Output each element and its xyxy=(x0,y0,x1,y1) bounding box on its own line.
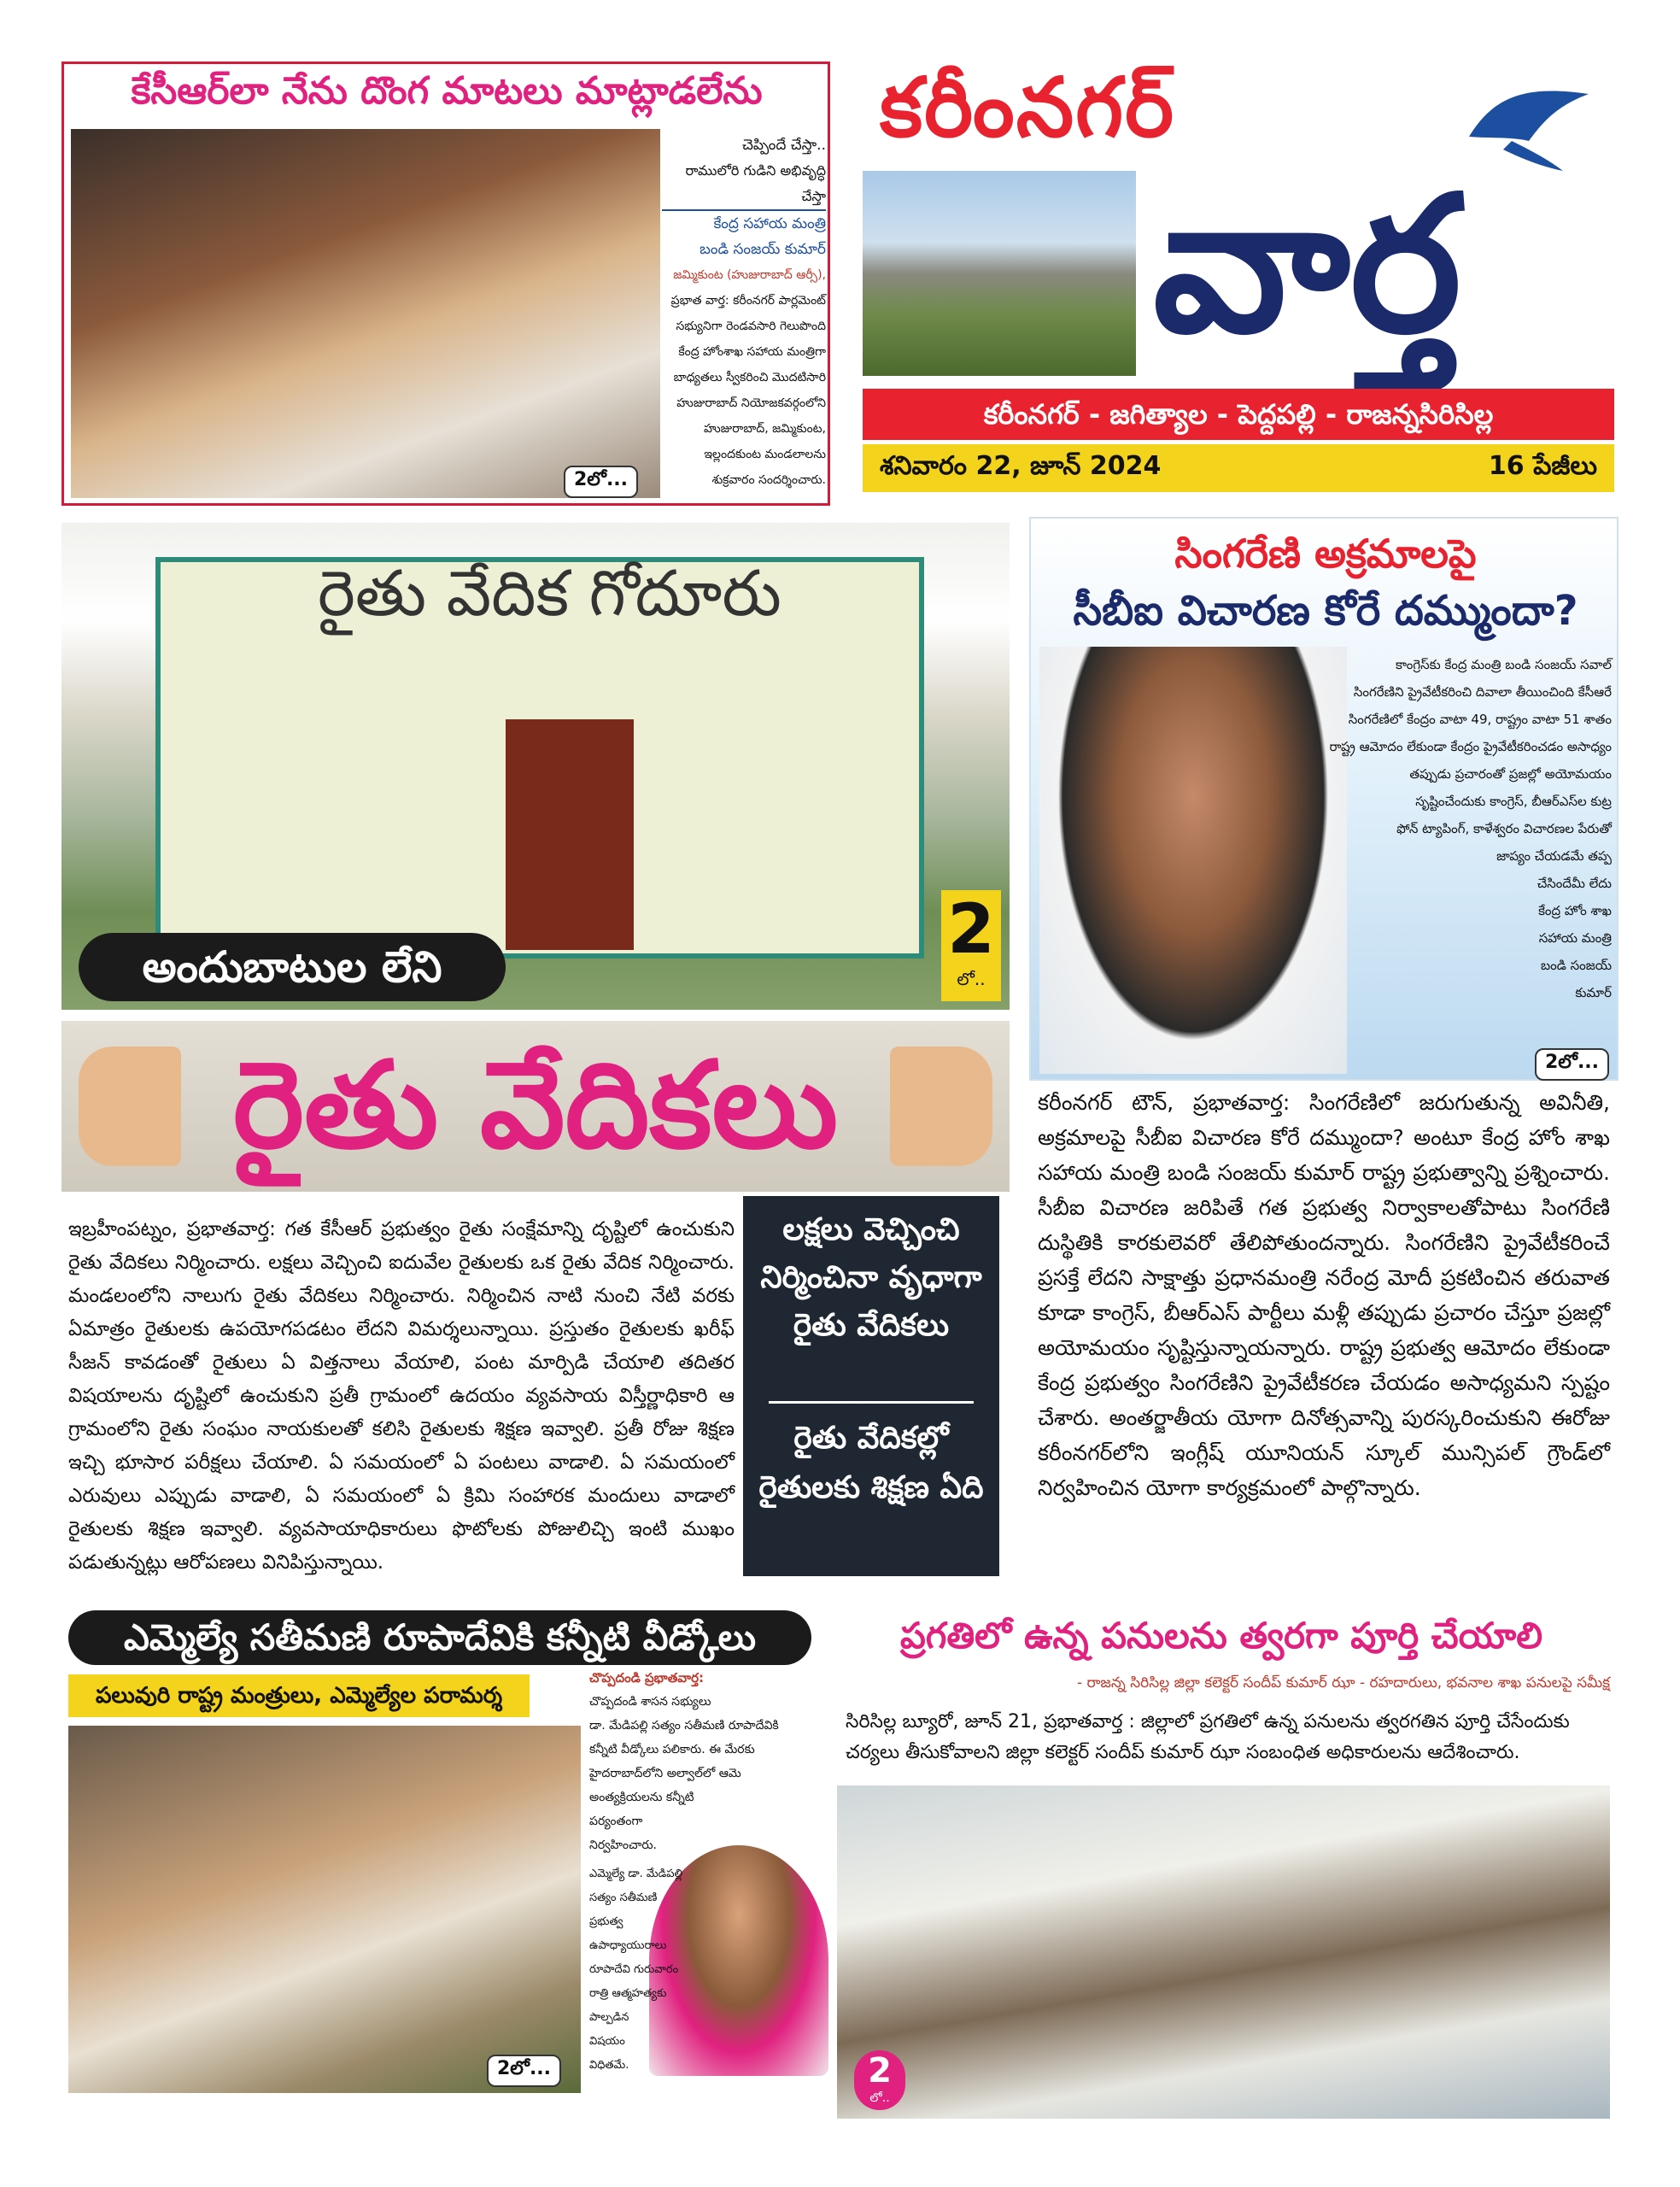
top-story-line: జమ్మికుంట (హుజురాబాద్ ఆర్సీ), xyxy=(673,268,826,282)
singareni-head-1: సింగరేణి అక్రమాలపై xyxy=(1174,531,1477,577)
top-story-line: బాధ్యతలు స్వీకరించి మొదటిసారి xyxy=(673,371,826,384)
date-text: శనివారం 22, జూన్ 2024 xyxy=(880,451,1162,481)
top-story-line: హుజురాబాద్ నియోజకవర్గంలోని xyxy=(676,396,826,410)
mla-line: డా. మేడిపల్లి సత్యం సతీమణి రూపాదేవికి xyxy=(589,1719,779,1733)
top-story-line: బండి సంజయ్ కుమార్ xyxy=(700,241,826,258)
mla-line: విషయం xyxy=(589,2035,625,2048)
top-story-line: హుజురాబాద్, జమ్మికుంట, xyxy=(704,422,826,436)
singareni-bullet: చేసిందేమీ లేదు xyxy=(1537,876,1612,891)
raithu-title-band xyxy=(61,1021,1010,1192)
hand-right-icon xyxy=(890,1047,992,1166)
top-story-headline: కేసీఆర్‌లా నేను దొంగ మాటలు మాట్లాడలేను xyxy=(131,69,763,113)
singareni-bullet: సింగరేణిని ప్రైవేటీకరించి దివాలా తీయించింది కేసీఆరే xyxy=(1353,684,1612,700)
raithu-big-title: రైతు వేదికలు xyxy=(232,1036,839,1176)
mla-ref[interactable]: 2లో... xyxy=(487,2055,561,2087)
tag-band: అందుబాటుల లేని xyxy=(79,933,506,1001)
progress-headline: ప్రగతిలో ఉన్న పనులను త్వరగా పూర్తి చేయాలి xyxy=(899,1615,1543,1656)
singareni-bullet: రాష్ట్ర ఆమోదం లేకుండా కేంద్రం ప్రైవేటీకరించడం అసాధ్యం xyxy=(1329,739,1612,754)
mla-line: హైదరాబాద్‌లోని అల్వాల్‌లో ఆమె xyxy=(589,1767,741,1780)
raithu-sidebar-2: రైతు వేదికల్లో రైతులకు శిక్షణ ఏది xyxy=(758,1421,984,1505)
singareni-body: కరీంనగర్ టౌన్, ప్రభాతవార్త: సింగరేణిలో జరుగుతున్న అవినీతి, అక్రమాలపై సీబీఐ విచారణ కోరే దమ్ముందా? అంటూ కేంద్ర హోం శాఖ సహాయ మంత్రి బండి సంజయ్ కుమార్ రాష్ట్ర ప్రభుత్వాన్ని ప్రశ్నించారు. సీబీఐ విచారణ జరిపితే గత ప్రభుత్వ నిర్వాకాలతోపాటు సింగరేణి దుస్థితికి కారకులెవరో తేలిపోతుందన్నారు. సింగరేణిని ప్రైవేటీకరించే ప్రసక్తే లేదని సాక్షాత్తు ప్రధానమంత్రి నరేంద్ర మోదీ ప్రకటించిన తరువాత కూడా కాంగ్రెస్, బీఆర్ఎస్ పార్టీలు మళ్లీ తప్పుడు ప్రచారం చేస్తూ ప్రజల్లో అయోమయం సృష్టిస్తున్నాయన్నారు. రాష్ట్ర ప్రభుత్వ ఆమోదం లేకుండా కేంద్ర ప్రభుత్వం సింగరేణిని ప్రైవేటీకరణ చేయడం అసాధ్యమని స్పష్టం చేశారు. అంతర్జాతీయ యోగా దినోత్సవాన్ని పురస్కరించుకుని ఈరోజు కరీంనగర్‌లోని ఇంగ్లీష్ యూనియన్ స్కూల్ మున్సిపల్ గ్రౌండ్‌లో నిర్వహించిన యోగా కార్యక్రమంలో పాల్గొన్నారు. xyxy=(1038,1090,1610,1500)
top-story-line: శుక్రవారం సందర్శించారు. xyxy=(711,473,826,487)
mla-line: పర్యంతంగా xyxy=(589,1815,643,1828)
singareni-ref[interactable]: 2లో... xyxy=(1535,1048,1609,1081)
singareni-bullet: సృష్టించేందుకు కాంగ్రెస్, బీఆర్ఎస్‌ల కుట్ర xyxy=(1415,794,1612,809)
singareni-panel xyxy=(1029,517,1619,1081)
top-story-line: కేంద్ర హోంశాఖ సహాయ మంత్రిగా xyxy=(678,345,826,359)
top-story-line: సభ్యునిగా రెండవసారి గెలుపొంది xyxy=(676,320,826,333)
progress-ref-num: 2 xyxy=(868,2051,892,2090)
singareni-head-2: సీబీఐ విచారణ కోరే దమ్ముందా? xyxy=(1073,587,1578,635)
progress-sub: - రాజన్న సిరిసిల్ల జిల్లా కలెక్టర్ సందీప్ కుమార్ ఝా - రహదారులు, భవనాల శాఖ పనులపై సమీక్ష xyxy=(1076,1674,1610,1692)
singareni-bullet: కేంద్ర హోం శాఖ xyxy=(1538,903,1612,918)
top-story-line: ప్రభాత వార్త: కరీంనగర్ పార్లమెంట్ xyxy=(670,294,826,308)
top-story-line: ఇల్లందకుంట మండలాలను xyxy=(704,448,826,461)
singareni-bullet: సింగరేణిలో కేంద్రం వాటా 49, రాష్ట్రం వాటా 51 శాతం xyxy=(1348,712,1612,727)
mla-line: పాల్పడిన xyxy=(589,2011,629,2024)
sidebar-divider xyxy=(769,1401,974,1404)
singareni-bullet: కుమార్ xyxy=(1575,985,1612,1000)
mla-line: రాత్రి ఆత్మహత్యకు xyxy=(589,1987,667,2000)
masthead-top: కరీంనగర్ xyxy=(880,60,1175,155)
raithu-ref-num: 2 xyxy=(947,889,995,969)
top-story-lines xyxy=(662,132,826,493)
singareni-bullet: జాప్యం చేయడమే తప్ప xyxy=(1496,848,1612,864)
raithu-sidebar-1: లక్షలు వెచ్చించి నిర్మించినా వృధాగా రైతు వేదికలు xyxy=(760,1212,982,1343)
progress-ref[interactable] xyxy=(854,2050,905,2110)
raithu-body: ఇబ్రహీంపట్నం, ప్రభాతవార్త: గత కేసీఆర్ ప్రభుత్వం రైతు సంక్షేమాన్ని దృష్టిలో ఉంచుకుని రైతు వేదికలు నిర్మించారు. లక్షలు వెచ్చించి ఐదువేల రైతులకు ఒక రైతు వేదిక నిర్మించారు. మండలంలోని నాలుగు రైతు వేదికలు నిర్మించారు. నిర్మించిన నాటి నుంచి నేటి వరకు ఏమాత్రం రైతులకు ఉపయోగపడటం లేదని విమర్శలున్నాయి. ప్రస్తుతం రైతులకు ఖరీఫ్ సీజన్ కావడంతో రైతులు ఏ విత్తనాలు వేయాలి, పంట మార్పిడి చేయాలి తదితర విషయాలను దృష్టిలో ఉంచుకుని ప్రతీ గ్రామంలో ఉదయం వ్యవసాయ విస్తీర్ణాధికారి ఆ గ్రామంలోని రైతు సంఘం నాయకులతో కలిసి రైతులకు శిక్షణ ఇవ్వాలి. ప్రతీ రోజు శిక్షణ ఇచ్చి భూసార పరీక్షలు చేయాలి. ఏ సమయంలో ఏ పంటలు వాడాలి. ఏ సమయంలో ఎరువులు ఎప్పుడు వాడాలి, ఏ సమయంలో ఏ క్రిమి సంహారక మందులు వాడాలో రైతులకు శిక్షణ ఇవ్వాలి. వ్యవసాయాధికారులు ఫొటోలకు పోజులిచ్చి ఇంటి ముఖం పడుతున్నట్లు ఆరోపణలు వినిపిస్తున్నాయి. xyxy=(68,1218,735,1574)
mla-line: చొప్పదండి శాసన సభ్యులు xyxy=(589,1695,711,1709)
mla-line: ఎమ్మెల్యే డా. మేడిపల్లి xyxy=(589,1867,683,1880)
singareni-bullet: తప్పుడు ప్రచారంతో ప్రజల్లో అయోమయం xyxy=(1409,766,1612,782)
pages-text: 16 పేజీలు xyxy=(1488,451,1597,481)
district-band: కరీంనగర్ - జగిత్యాల - పెద్దపల్లి - రాజన్నసిరిసిల్ల xyxy=(863,389,1614,440)
singareni-bullet: సహాయ మంత్రి xyxy=(1538,930,1612,946)
progress-body: సిరిసిల్ల బ్యూరో, జూన్ 21, ప్రభాతవార్త : జిల్లాలో ప్రగతిలో ఉన్న పనులను త్వరగతిన పూర్తి చేసేందుకు చర్యలు తీసుకోవాలని జిల్లా కలెక్టర్ సందీప్ కుమార్ ఝా సంబంధిత అధికారులను ఆదేశించారు. xyxy=(846,1711,1570,1763)
mla-line: ఉపాధ్యాయురాలు xyxy=(589,1939,667,1952)
hand-left-icon xyxy=(79,1047,181,1166)
singareni-bullet: ఫోన్ ట్యాపింగ్, కాళేశ్వరం విచారణల పేరుతో xyxy=(1396,821,1612,836)
top-story-box xyxy=(61,62,830,506)
top-story-line: రాములోరి గుడిని అభివృద్ధి చేస్తా xyxy=(685,162,826,204)
dam-photo xyxy=(863,171,1136,376)
top-story-line: కేంద్ర సహాయ మంత్రి xyxy=(662,209,826,237)
mla-subhead: పలువురి రాష్ట్ర మంత్రులు, ఎమ్మెల్యేల పరామర్శ xyxy=(68,1674,530,1717)
mla-headline: ఎమ్మెల్యే సతీమణి రూపాదేవికి కన్నీటి వీడ్కోలు xyxy=(68,1610,811,1665)
raithu-ref-suffix: లో.. xyxy=(957,969,986,989)
door xyxy=(506,719,634,950)
singareni-bullet: కాంగ్రెస్‌కు కేంద్ర మంత్రి బండి సంజయ్ సవాల్ xyxy=(1395,657,1612,672)
mla-line: సత్యం సతీమణి ప్రభుత్వ xyxy=(589,1891,658,1928)
mla-lines xyxy=(589,1666,828,1857)
building-sign: రైతు వేదిక గోదూరు xyxy=(318,557,781,630)
mla-line: నిర్వహించారు. xyxy=(589,1838,657,1852)
masthead xyxy=(863,60,1623,504)
mla-line: రూపాదేవి గురువారం xyxy=(589,1963,679,1976)
date-band xyxy=(863,444,1614,492)
top-story-photo xyxy=(71,129,660,498)
mla-line: చొప్పదండి ప్రభాతవార్త: xyxy=(589,1670,705,1686)
singareni-bullets xyxy=(1261,651,1612,1006)
mla-line: కన్నీటి వీడ్కోలు పలికారు. ఈ మేరకు xyxy=(589,1743,755,1756)
progress-meeting-photo xyxy=(837,1785,1610,2119)
mla-line: అంత్యక్రియలను కన్నీటి xyxy=(589,1791,694,1804)
masthead-bottom: వార్త xyxy=(1153,155,1462,374)
mla-funeral-photo xyxy=(68,1726,581,2093)
singareni-bullet: బండి సంజయ్ xyxy=(1540,958,1612,973)
top-story-line: చెప్పిందే చేస్తా.. xyxy=(741,137,826,154)
raithu-ref[interactable] xyxy=(941,890,1001,1001)
top-story-ref[interactable]: 2లో... xyxy=(564,466,638,498)
mla-lines-lower xyxy=(589,1862,683,2078)
raithu-photo xyxy=(61,523,1010,1010)
raithu-sidebar xyxy=(743,1196,999,1576)
mla-line: విధితమే. xyxy=(589,2059,629,2072)
progress-ref-suffix: లో.. xyxy=(869,2091,890,2105)
